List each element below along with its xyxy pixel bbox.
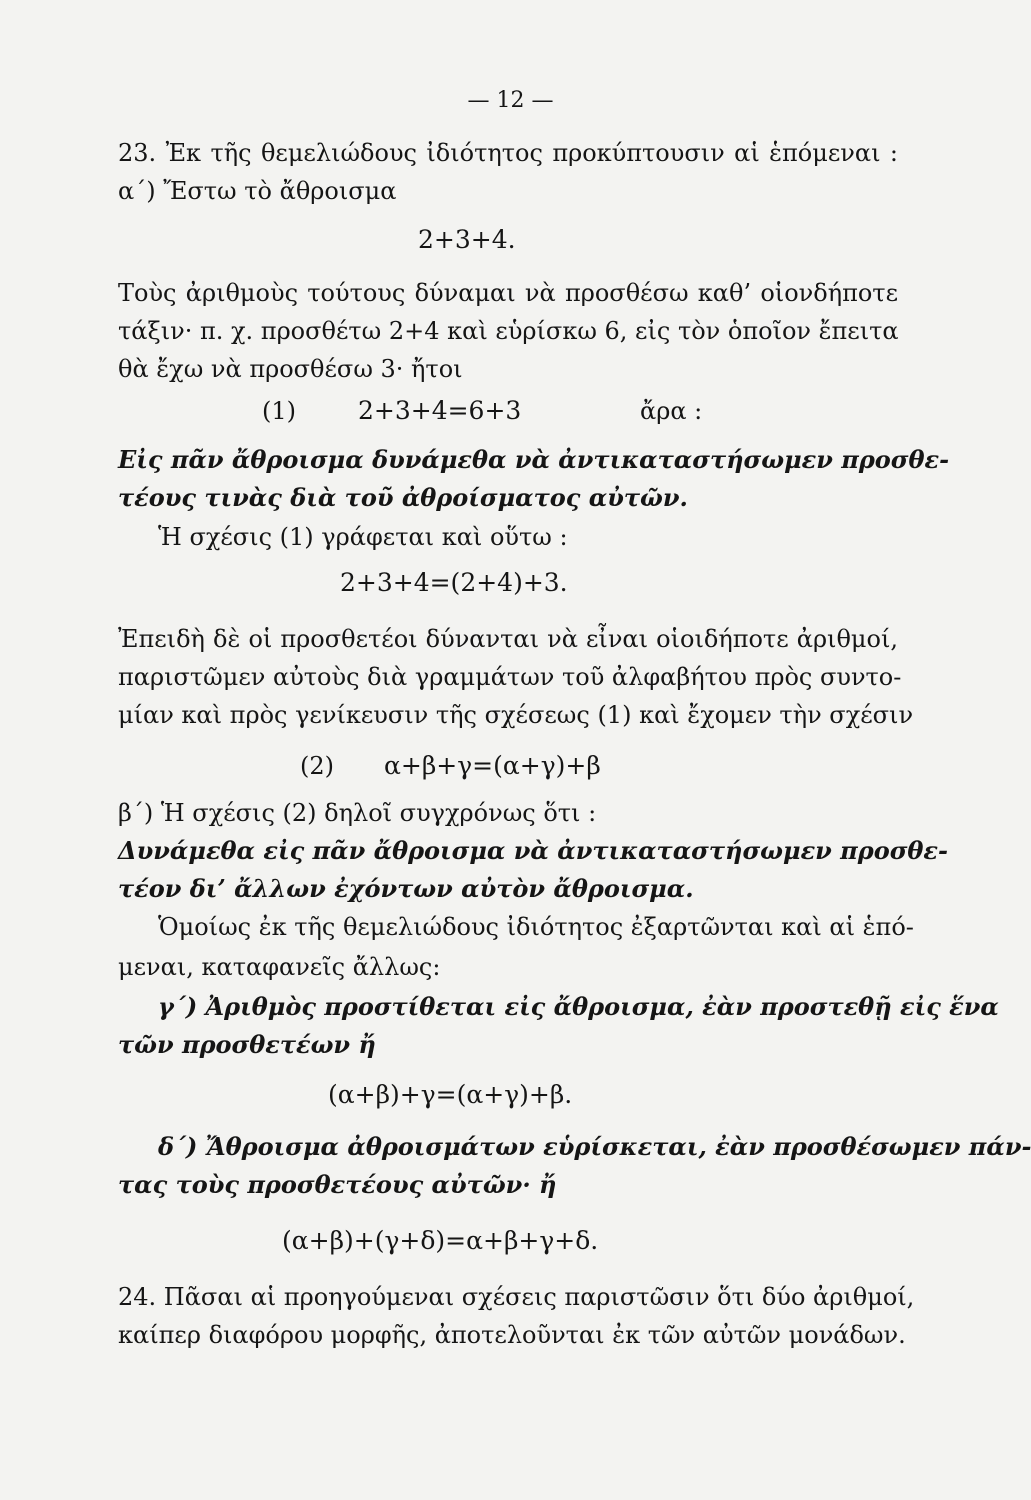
text-line: τέους τινὰς διὰ τοῦ ἀθροίσματος αὐτῶν.: [118, 483, 688, 512]
text-line: Ὁμοίως ἐκ τῆς θεμελιώδους ἰδιότητος ἐξαρτῶνται καὶ αἱ ἑπό-: [158, 913, 914, 941]
text-line: Δυνάμεθα εἰς πᾶν ἄθροισμα νὰ ἀντικαταστήσωμεν προσθε-: [118, 836, 948, 865]
text-line: γ΄) Ἀριθμὸς προστίθεται εἰς ἄθροισμα, ἐὰν προστεθῇ εἰς ἕνα: [158, 992, 999, 1021]
text-line: Ἡ σχέσις (1) γράφεται καὶ οὕτω :: [158, 523, 568, 551]
text-line: 23. Ἐκ τῆς θεμελιώδους ἰδιότητος προκύπτουσιν αἱ ἑπόμεναι :: [118, 139, 898, 167]
text-line: τῶν προσθετέων ἤ: [118, 1030, 376, 1059]
formula: α+β+γ=(α+γ)+β: [384, 751, 601, 780]
text-line: μεναι, καταφανεῖς ἄλλως:: [118, 953, 441, 981]
formula: 2+3+4=(2+4)+3.: [340, 568, 568, 597]
text-line: 24. Πᾶσαι αἱ προηγούμεναι σχέσεις παριστῶσιν ὅτι δύο ἀριθμοί,: [118, 1283, 915, 1311]
formula: (α+β)+(γ+δ)=α+β+γ+δ.: [282, 1226, 599, 1255]
text-line: παριστῶμεν αὐτοὺς διὰ γραμμάτων τοῦ ἀλφαβήτου πρὸς συντο-: [118, 663, 902, 691]
formula: 2+3+4.: [418, 225, 516, 254]
page-number: — 12 —: [467, 88, 554, 113]
text-line: μίαν καὶ πρὸς γενίκευσιν τῆς σχέσεως (1) καὶ ἔχομεν τὴν σχέσιν: [118, 701, 914, 729]
text-line: Τοὺς ἀριθμοὺς τούτους δύναμαι νὰ προσθέσω καθ’ οἱονδήποτε: [118, 279, 898, 307]
equation-number: (2): [300, 752, 334, 780]
text-line: Ἐπειδὴ δὲ οἱ προσθετέοι δύνανται νὰ εἶναι οἱοιδήποτε ἀριθμοί,: [118, 625, 898, 653]
formula: (α+β)+γ=(α+γ)+β.: [328, 1080, 573, 1109]
text-line: τας τοὺς προσθετέους αὐτῶν· ἤ: [118, 1170, 557, 1199]
formula-tail: ἄρα :: [640, 397, 703, 425]
text-line: καίπερ διαφόρου μορφῆς, ἀποτελοῦνται ἐκ τῶν αὐτῶν μονάδων.: [118, 1321, 906, 1349]
text-line: α΄) Ἔστω τὸ ἄθροισμα: [118, 177, 397, 205]
formula: 2+3+4=6+3: [358, 396, 522, 425]
text-line: δ΄) Ἄθροισμα ἀθροισμάτων εὑρίσκεται, ἐὰν προσθέσωμεν πάν-: [158, 1132, 1031, 1161]
text-line: τάξιν· π. χ. προσθέτω 2+4 καὶ εὑρίσκω 6, εἰς τὸν ὁποῖον ἔπειτα: [118, 317, 899, 345]
text-line: τέον δι’ ἄλλων ἐχόντων αὐτὸν ἄθροισμα.: [118, 874, 694, 903]
text-line: β΄) Ἡ σχέσις (2) δηλοῖ συγχρόνως ὅτι :: [118, 799, 597, 827]
text-line: Εἰς πᾶν ἄθροισμα δυνάμεθα νὰ ἀντικαταστήσωμεν προσθε-: [118, 445, 950, 474]
equation-number: (1): [262, 397, 296, 425]
text-line: θὰ ἔχω νὰ προσθέσω 3· ἤτοι: [118, 355, 463, 383]
